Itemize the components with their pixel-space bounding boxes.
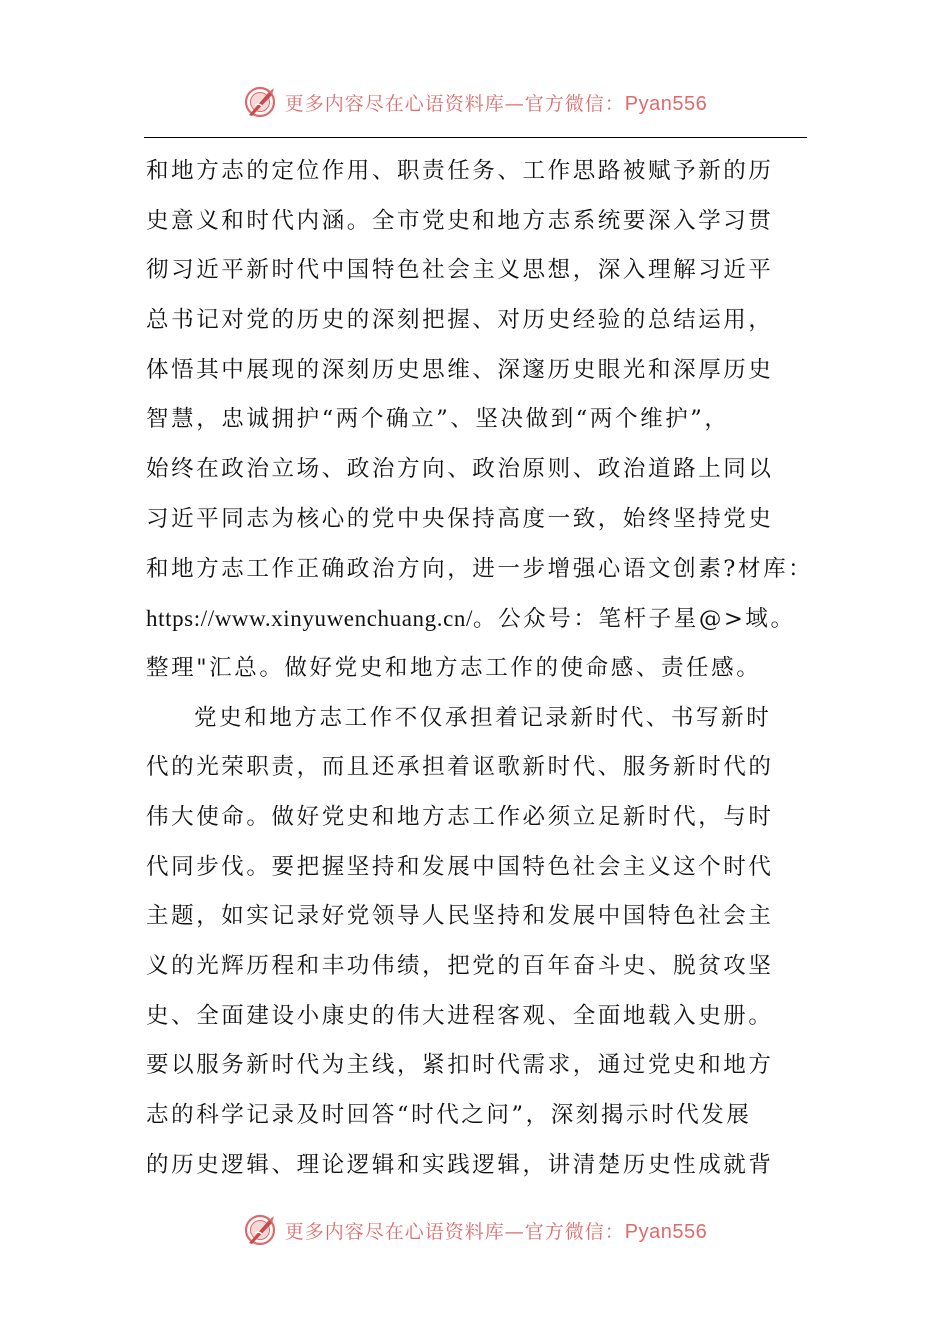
text-line: 习近平同志为核心的党中央保持高度一致，始终坚持党史	[146, 505, 774, 532]
text-line: 和地方志工作正确政治方向，进一步增强心语文创素?材库：	[146, 555, 814, 582]
text-line: 体悟其中展现的深刻历史思维、深邃历史眼光和深厚历史	[146, 356, 774, 383]
text-line: 义的光辉历程和丰功伟绩，把党的百年奋斗史、脱贫攻坚	[146, 953, 774, 979]
text-line: 伟大使命。做好党史和地方志工作必须立足新时代，与时	[146, 803, 774, 830]
footer-wechat-id: Pyan556	[624, 1220, 708, 1243]
header-wechat-id: Pyan556	[624, 92, 708, 115]
text-line: 史意义和时代内涵。全市党史和地方志系统要深入学习贯	[146, 207, 774, 234]
text-line: 代的光荣职责，而且还承担着讴歌新时代、服务新时代的	[146, 754, 774, 781]
text-line: 主题，如实记录好党领导人民坚持和发展中国特色社会主	[146, 903, 774, 930]
text-line: 史、全面建设小康史的伟大进程客观、全面地载入史册。	[146, 1002, 774, 1029]
footer-banner-text	[285, 1217, 707, 1244]
text-line: 总书记对党的历史的深刻把握、对历史经验的总结运用，	[146, 307, 774, 334]
header-banner	[0, 82, 950, 122]
text-line: 要以服务新时代为主线，紧扣时代需求，通过党史和地方	[146, 1052, 774, 1079]
quill-seal-logo-icon	[243, 1213, 277, 1247]
source-url: https://www.xinyuwenchuang.cn/	[146, 606, 473, 632]
header-banner-text	[285, 89, 707, 116]
footer-banner-label: 更多内容尽在心语资料库—官方微信：	[284, 1220, 625, 1243]
header-banner-label: 更多内容尽在心语资料库—官方微信：	[284, 92, 625, 115]
footer-banner	[0, 1210, 950, 1250]
text-line: 整理"汇总。做好党史和地方志工作的使命感、责任感。	[146, 654, 762, 681]
paragraph-first-line: 党史和地方志工作不仅承担着记录新时代、书写新时	[194, 704, 772, 731]
text-line: 代同步伐。要把握坚持和发展中国特色社会主义这个时代	[146, 853, 774, 880]
text-line: 始终在政治立场、政治方向、政治原则、政治道路上同以	[146, 456, 774, 483]
text-line: 志的科学记录及时回答“时代之问”，深刻揭示时代发展	[146, 1102, 752, 1129]
text-line: 和地方志的定位作用、职责任务、工作思路被赋予新的历	[146, 158, 774, 184]
header-divider	[144, 137, 807, 138]
url-suffix: 。公众号：笔杆子星@>域。	[472, 606, 796, 633]
text-line: 智慧，忠诚拥护“两个确立”、坚决做到“两个维护”，	[146, 406, 730, 433]
text-line: 彻习近平新时代中国特色社会主义思想，深入理解习近平	[146, 257, 774, 284]
text-line: 的历史逻辑、理论逻辑和实践逻辑，讲清楚历史性成就背	[146, 1151, 774, 1178]
quill-seal-logo-icon	[243, 85, 277, 119]
url-line	[146, 598, 811, 648]
document-body	[146, 151, 814, 1194]
